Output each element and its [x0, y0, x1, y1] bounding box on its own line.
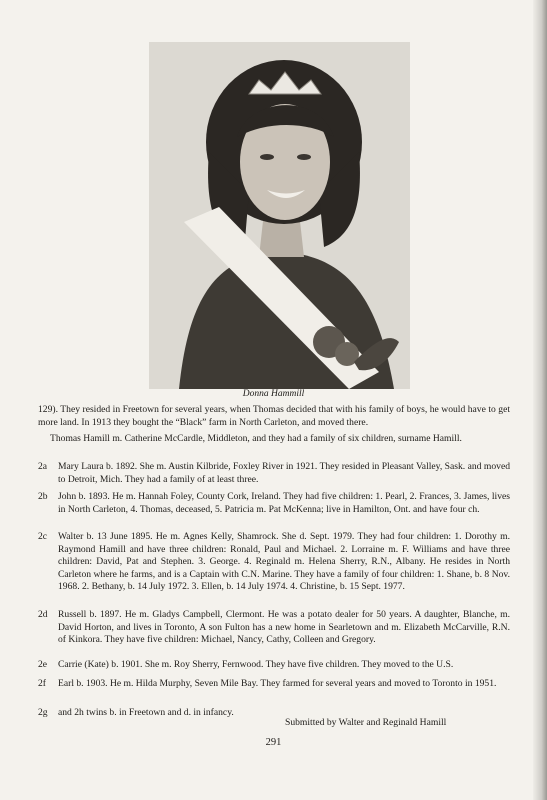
entry-text: Russell b. 1897. He m. Gladys Campbell, Clermont. He was a potato dealer for 50 years. A daughter, Blanche, m. David Horton, and lives in Toronto, A son Fulton has a new home in Searletown and m. Elizabeth McCarville, R.N. of Kinkora. They have five children: Michael, Nancy, Cathy, Colleen and Gregory. [58, 609, 510, 646]
entry-text: Carrie (Kate) b. 1901. She m. Roy Sherry, Fernwood. They have five children. They moved to the U.S. [58, 659, 454, 670]
intro-paragraph: 129). They resided in Freetown for several years, when Thomas decided that with his family of boys, he would have to get more land. In 1913 they bought the “Black” farm in North Carleton, and moved there. [38, 404, 510, 428]
entry-text: Earl b. 1903. He m. Hilda Murphy, Seven Mile Bay. They farmed for several years and moved to Toronto in 1951. [58, 678, 497, 689]
entry-text: and 2h twins b. in Freetown and d. in infancy. [58, 707, 234, 718]
entry-text: John b. 1893. He m. Hannah Foley, County Cork, Ireland. They had five children: 1. Pearl, 2. Frances, 3. James, lives in North Carleton, 4. Thomas, deceased, 5. Patricia m. Pat McKenna; live in Hamilton, Ont. and have four ch. [58, 491, 510, 515]
entry-number: 2e [38, 659, 48, 670]
portrait-photo [149, 42, 410, 389]
page-number: 291 [265, 737, 282, 748]
page-binding-shadow [533, 0, 547, 800]
photo-caption: Donna Hammill [242, 389, 305, 399]
entry-number: 2b [38, 491, 48, 502]
entry-number: 2d [38, 609, 48, 620]
submitted-by-line: Submitted by Walter and Reginald Hamill [285, 717, 447, 728]
entry-number: 2f [38, 678, 46, 689]
entry-number: 2g [38, 707, 48, 718]
entry-number: 2a [38, 461, 48, 472]
entry-text: Mary Laura b. 1892. She m. Austin Kilbride, Foxley River in 1921. They resided in Pleasant Valley, Sask. and moved to Detroit, Mich. They had a family of at least three. [58, 461, 510, 485]
entry-text: Walter b. 13 June 1895. He m. Agnes Kelly, Shamrock. She d. Sept. 1979. They had four children: 1. Dorothy m. Raymond Hamill and have three children: Ronald, Paul and Michael. 2. Lorraine m. F. Williams and have three children: David, Pat and Stephen. 3. George. 4. Reginald m. Helena Sherry, R.N., Albany. He resides in North Carleton where he farms, and is a Captain with C.N. Marine. They have a family of four children: 1. Shane, b. 8 Nov. 1968. 2. Bethany, b. 14 July 1972. 3. Ellen, b. 14 July 1974. 4. Christine, b. 15 Sept. 1977. [58, 531, 510, 593]
family-intro-paragraph: Thomas Hamill m. Catherine McCardle, Middleton, and they had a family of six children, surname Hamill. [50, 433, 462, 444]
entry-number: 2c [38, 531, 48, 542]
